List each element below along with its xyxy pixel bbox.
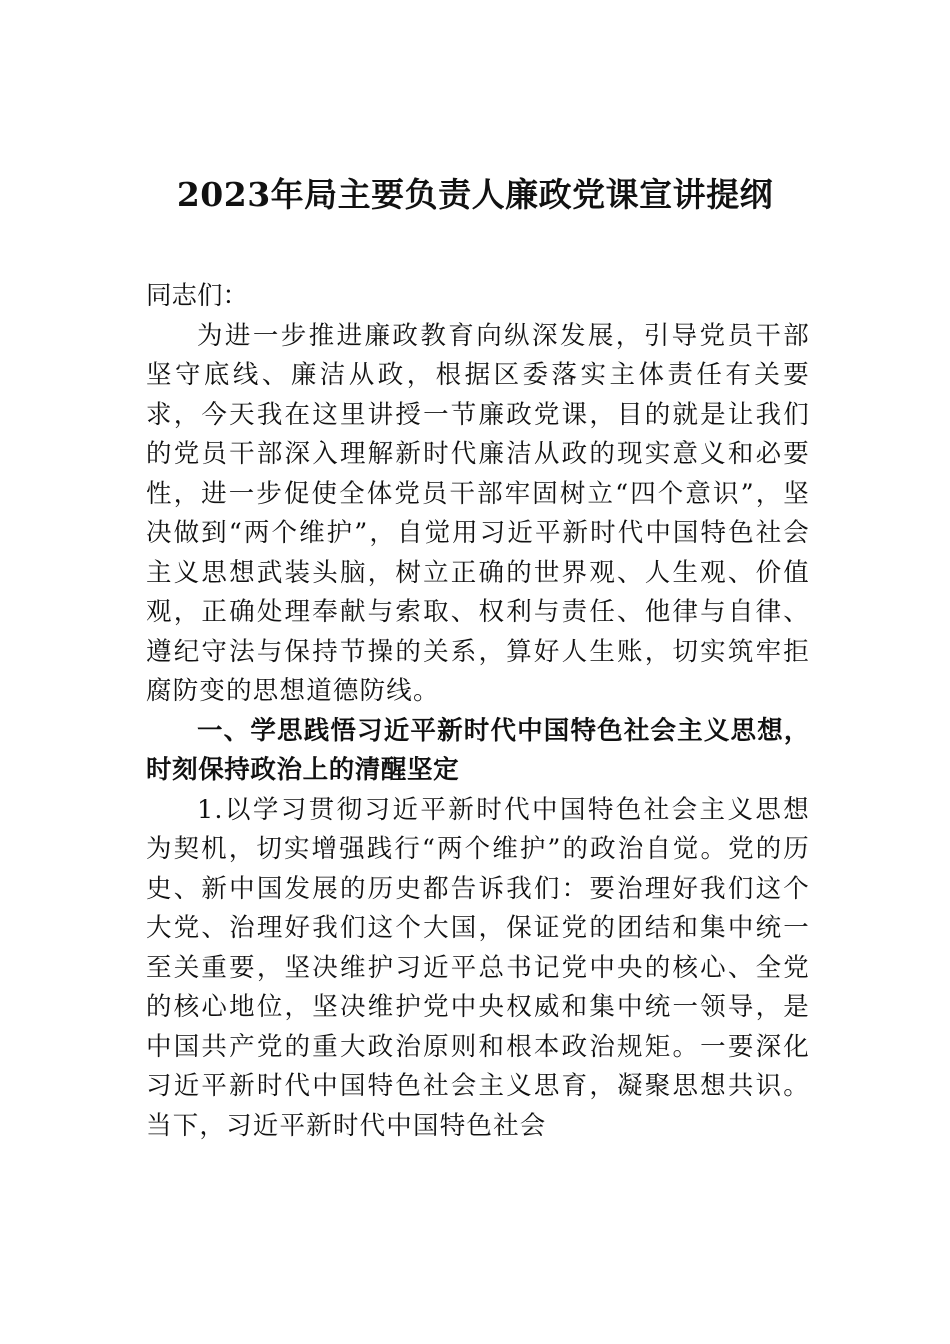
salutation: 同志们： bbox=[146, 281, 249, 311]
intro-paragraph: 为进一步推进廉政教育向纵深发展，引导党员干部坚守底线、廉洁从政，根据区委落实主体责任有关要求，今天我在这里讲授一节廉政党课，目的就是让我们的党员干部深入理解新时代廉洁从政的现实意义和必要性，进一步促使全体党员干部牢固树立“四个意识”，坚决做到“两个维护”，自觉用习近平新时代中国特色社会主义思想武装头脑，树立正确的世界观、人生观、价值观，正确处理奉献与索取、权利与责任、他律与自律、遵纪守法与保持节操的关系，算好人生账，切实筑牢拒腐防变的思想道德防线。 bbox=[146, 320, 810, 706]
document-body bbox=[146, 277, 810, 1146]
section-heading: 一、学思践悟习近平新时代中国特色社会主义思想，时刻保持政治上的清醒坚定 bbox=[146, 715, 810, 785]
document-title: 2023年局主要负责人廉政党课宣讲提纲 bbox=[176, 175, 774, 214]
section-paragraph: 1.以学习贯彻习近平新时代中国特色社会主义思想为契机，切实增强践行“两个维护”的政治自觉。党的历史、新中国发展的历史都告诉我们：要治理好我们这个大党、治理好我们这个大国，保证党的团结和集中统一至关重要，坚决维护习近平总书记党中央的核心、全党的核心地位，坚决维护党中央权威和集中统一领导，是中国共产党的重大政治原则和根本政治规矩。一要深化习近平新时代中国特色社会主义思育，凝聚思想共识。当下，习近平新时代中国特色社会 bbox=[146, 794, 810, 1141]
